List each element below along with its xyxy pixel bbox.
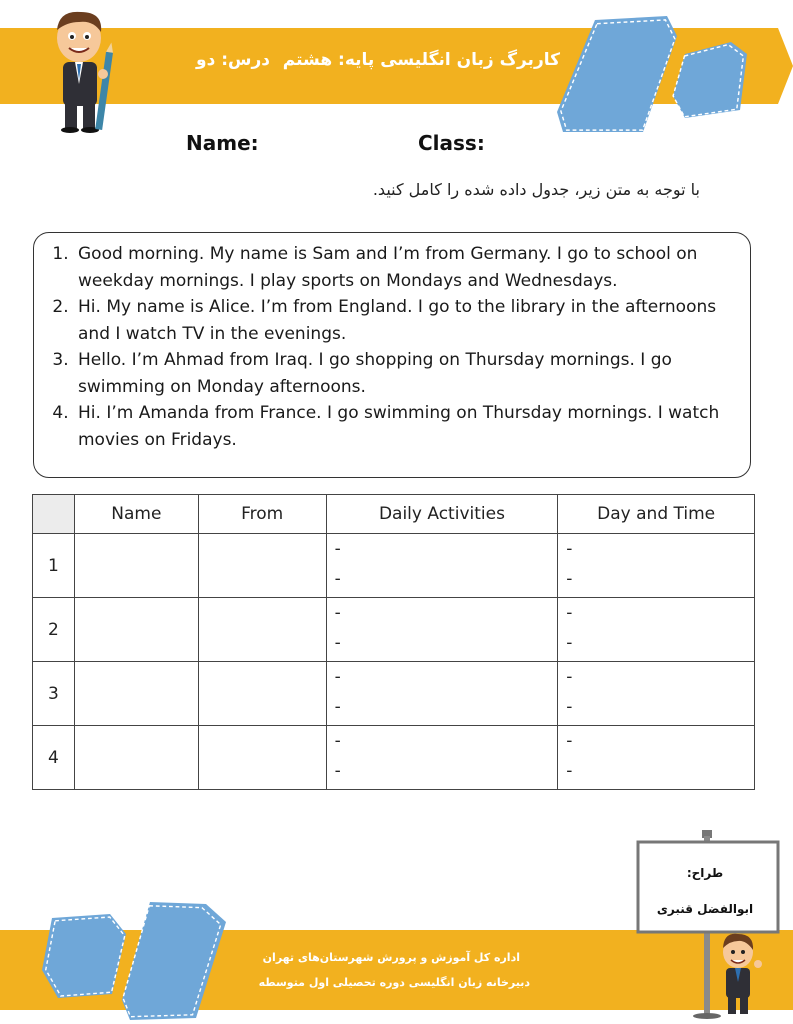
passage-list [34, 233, 750, 453]
day-and-time-cell[interactable] [558, 598, 755, 662]
decorative-blue-shapes-bottom [38, 898, 238, 1022]
table-row [33, 726, 755, 790]
passage-item: 3. Hello. I’m Ahmad from Iraq. I go shopping on Thursday mornings. I go swimming on Monday afternoons. [74, 347, 740, 400]
dash-marker: - [566, 667, 573, 687]
reading-passage-box [33, 232, 751, 478]
day-and-time-cell[interactable] [558, 662, 755, 726]
row-number: 2 [33, 598, 75, 662]
from-cell[interactable] [198, 598, 326, 662]
dash-marker: - [334, 539, 341, 559]
teacher-mascot-icon [45, 8, 123, 134]
designer-label: طراح: [686, 866, 724, 880]
dash-marker: - [334, 569, 341, 589]
row-number: 4 [33, 726, 75, 790]
dash-marker: - [334, 603, 341, 623]
dash-marker: - [566, 539, 573, 559]
daily-activities-cell[interactable] [326, 534, 558, 598]
instruction-text: با توجه به متن زیر، جدول داده شده را کامل کنید. [372, 180, 700, 199]
table-header-day-and-time: Day and Time [558, 495, 755, 534]
day-and-time-cell[interactable] [558, 534, 755, 598]
passage-item: 1. Good morning. My name is Sam and I’m from Germany. I go to school on weekday mornings. I play sports on Mondays and Wednesdays. [74, 241, 740, 294]
dash-marker: - [334, 667, 341, 687]
dash-marker: - [566, 697, 573, 717]
dash-marker: - [566, 731, 573, 751]
dash-marker: - [334, 697, 341, 717]
table-row [33, 662, 755, 726]
dash-marker: - [334, 731, 341, 751]
designer-signboard [636, 830, 781, 1020]
table-header-row [33, 495, 755, 534]
designer-name: ابوالفضل قنبری [656, 902, 754, 916]
name-cell[interactable] [74, 598, 198, 662]
table-header-daily-activities: Daily Activities [326, 495, 558, 534]
footer-department: دبیرخانه زبان انگلیسی دوره تحصیلی اول متوسطه [258, 976, 530, 989]
name-cell[interactable] [74, 726, 198, 790]
from-cell[interactable] [198, 726, 326, 790]
table-row [33, 534, 755, 598]
dash-marker: - [566, 569, 573, 589]
table-header-from: From [198, 495, 326, 534]
footer-organization: اداره کل آموزش و پرورش شهرستان‌های تهران [262, 951, 520, 964]
dash-marker: - [334, 633, 341, 653]
lesson-label: درس: دو [196, 50, 270, 70]
activity-table [32, 494, 755, 790]
dash-marker: - [566, 603, 573, 623]
dash-marker: - [566, 633, 573, 653]
row-number: 1 [33, 534, 75, 598]
table-row [33, 598, 755, 662]
passage-item: 2. Hi. My name is Alice. I’m from England. I go to the library in the afternoons and I watch TV in the evenings. [74, 294, 740, 347]
name-label: Name: [186, 131, 259, 155]
from-cell[interactable] [198, 662, 326, 726]
name-cell[interactable] [74, 662, 198, 726]
dash-marker: - [566, 761, 573, 781]
dash-marker: - [334, 761, 341, 781]
table-header-name: Name [74, 495, 198, 534]
worksheet-title: کاربرگ زبان انگلیسی پایه: هشتم [282, 50, 560, 70]
daily-activities-cell[interactable] [326, 598, 558, 662]
day-and-time-cell[interactable] [558, 726, 755, 790]
table-header-number [33, 495, 75, 534]
daily-activities-cell[interactable] [326, 662, 558, 726]
name-cell[interactable] [74, 534, 198, 598]
row-number: 3 [33, 662, 75, 726]
passage-item: 4. Hi. I’m Amanda from France. I go swimming on Thursday mornings. I watch movies on Fridays. [74, 400, 740, 453]
class-label: Class: [418, 131, 485, 155]
daily-activities-cell[interactable] [326, 726, 558, 790]
decorative-blue-shapes [555, 14, 785, 136]
from-cell[interactable] [198, 534, 326, 598]
